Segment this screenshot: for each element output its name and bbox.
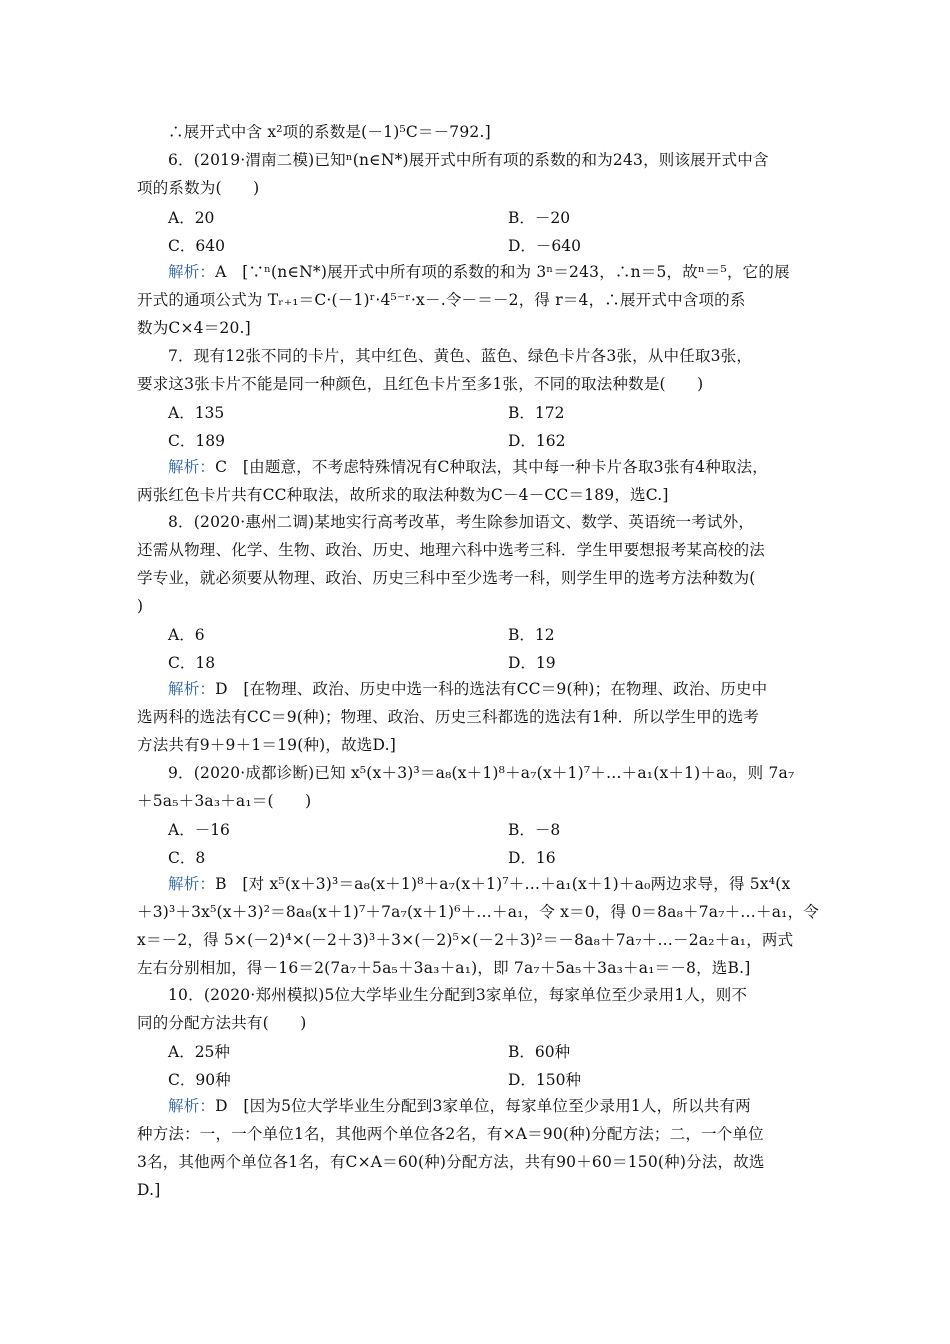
question-6-stem: 6．(2019·渭南二模)已知ⁿ(n∈N*)展开式中所有项的系数的和为243，则该展开式中含	[168, 151, 769, 169]
analysis-line: ＋3)³＋3x⁵(x＋3)²＝8a₈(x＋1)⁷＋7a₇(x＋1)⁶＋…＋a₁，令 x＝0，得 0＝8a₈＋7a₇＋…＋a₁，令	[137, 903, 819, 921]
question-6-stem-cont: 项的系数为( )	[137, 179, 260, 197]
option-d: D．16	[508, 849, 556, 867]
option-c: C．18	[168, 654, 216, 672]
analysis-line: 3名，其他两个单位各1名，有C×A＝60(种)分配方法，共有90＋60＝150(种)分法，故选	[137, 1153, 765, 1171]
analysis-label: 解析：	[168, 875, 216, 893]
analysis-label: 解析：	[168, 680, 216, 698]
option-c: C．90种	[168, 1071, 231, 1089]
question-8-stem-cont: 还需从物理、化学、生物、政治、历史、地理六科中选考三科．学生甲要想报考某高校的法	[137, 541, 766, 559]
analysis-9: 解析：B [对 x⁵(x＋3)³＝a₈(x＋1)⁸＋a₇(x＋1)⁷＋…＋a₁(x＋1)＋a₀两边求导，得 5x⁴(x	[168, 875, 791, 893]
option-a: A．6	[168, 626, 205, 644]
question-9-stem: 9．(2020·成都诊断)已知 x⁵(x＋3)³＝a₈(x＋1)⁸＋a₇(x＋1)⁷＋…＋a₁(x＋1)＋a₀，则 7a₇	[168, 764, 795, 782]
analysis-line: 两张红色卡片共有CC种取法，故所求的取法种数为C－4－CC＝189，选C.]	[137, 486, 669, 504]
analysis-6: 解析：A [∵ⁿ(n∈N*)展开式中所有项的系数的和为 3ⁿ＝243，∴n＝5，故ⁿ＝⁵，它的展	[168, 263, 790, 281]
question-10-stem-cont: 同的分配方法共有( )	[137, 1014, 307, 1032]
question-7-stem: 7．现有12张不同的卡片，其中红色、黄色、蓝色、绿色卡片各3张，从中任取3张，	[168, 347, 753, 365]
analysis-8: 解析：D [在物理、政治、历史中选一科的选法有CC＝9(种)；在物理、政治、历史中	[168, 680, 768, 698]
analysis-line: 方法共有9＋9＋1＝19(种)，故选D.]	[137, 736, 396, 754]
option-d: D．－640	[508, 237, 582, 255]
option-a: A．135	[168, 404, 225, 422]
option-a: A．25种	[168, 1043, 230, 1061]
option-c: C．8	[168, 849, 206, 867]
option-b: B．172	[508, 404, 565, 422]
option-b: B．－8	[508, 821, 561, 839]
analysis-label: 解析：	[168, 1097, 216, 1115]
option-c: C．640	[168, 237, 225, 255]
option-b: B．60种	[508, 1043, 571, 1061]
analysis-10: 解析：D [因为5位大学毕业生分配到3家单位，每家单位至少录用1人，所以共有两	[168, 1097, 751, 1115]
analysis-line: 左右分别相加，得－16＝2(7a₇＋5a₅＋3a₃＋a₁)，即 7a₇＋5a₅＋3a₃＋a₁＝－8，选B.]	[137, 959, 751, 977]
option-b: B．12	[508, 626, 555, 644]
analysis-line: 开式的通项公式为 Tᵣ₊₁＝C·(－1)ʳ·4⁵⁻ʳ·x－.令－＝－2，得 r＝4，∴展开式中含项的系	[137, 291, 746, 309]
question-7-stem-cont: 要求这3张卡片不能是同一种颜色，且红色卡片至多1张，不同的取法种数是( )	[137, 375, 704, 393]
solution-line: ∴展开式中含 x²项的系数是(－1)⁵C＝－792.]	[168, 123, 491, 141]
analysis-label: 解析：	[168, 458, 216, 476]
analysis-7: 解析：C [由题意，不考虑特殊情况有C种取法，其中每一种卡片各取3张有4种取法，	[168, 458, 769, 476]
option-d: D．162	[508, 432, 566, 450]
analysis-line: x＝－2，得 5×(－2)⁴×(－2＋3)³＋3×(－2)⁵×(－2＋3)²＝－8a₈＋7a₇＋…－2a₂＋a₁，两式	[137, 931, 794, 949]
analysis-line: 种方法：一，一个单位1名，其他两个单位各2名，有×A＝90(种)分配方法；二，一个单位	[137, 1125, 764, 1143]
question-9-stem-cont: ＋5a₅＋3a₃＋a₁＝( )	[137, 792, 312, 810]
option-b: B．－20	[508, 209, 571, 227]
option-a: A．－16	[168, 821, 230, 839]
question-10-stem: 10．(2020·郑州模拟)5位大学毕业生分配到3家单位，每家单位至少录用1人，则不	[168, 986, 748, 1004]
question-8-stem-cont: 学专业，就必须要从物理、政治、历史三科中至少选考一科，则学生甲的选考方法种数为(	[137, 569, 756, 587]
analysis-line: D.]	[137, 1181, 161, 1199]
option-c: C．189	[168, 432, 225, 450]
analysis-line: 选两科的选法有CC＝9(种)；物理、政治、历史三科都选的选法有1种．所以学生甲的选考	[137, 708, 759, 726]
analysis-label: 解析：	[168, 263, 216, 281]
option-d: D．150种	[508, 1071, 582, 1089]
question-8-stem-cont: )	[137, 597, 144, 615]
option-a: A．20	[168, 209, 215, 227]
analysis-line: 数为C×4＝20.]	[137, 319, 251, 337]
option-d: D．19	[508, 654, 556, 672]
question-8-stem: 8．(2020·惠州二调)某地实行高考改革，考生除参加语文、数学、英语统一考试外，	[168, 513, 755, 531]
